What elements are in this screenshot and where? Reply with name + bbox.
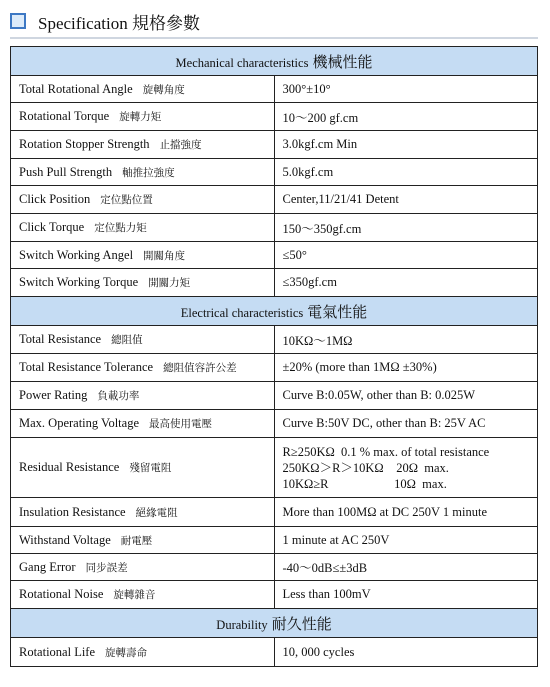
row-label: [11, 382, 275, 410]
row-value: ≤350gf.cm: [274, 269, 538, 297]
row-label: [11, 131, 275, 159]
label-zh: 負載功率: [97, 391, 140, 402]
section-title-en: Durability: [216, 617, 268, 632]
section-title-zh: 電氣性能: [307, 304, 368, 321]
label-en: Rotational Life: [19, 644, 96, 659]
label-zh: 開關力矩: [148, 278, 191, 289]
row-value: More than 100MΩ at DC 250V 1 minute: [274, 498, 538, 527]
spec-table: [10, 46, 538, 667]
section-title-en: Electrical characteristics: [180, 305, 304, 320]
row-label: [11, 581, 275, 609]
label-en: Total Resistance: [19, 332, 102, 346]
table-row: [11, 214, 538, 242]
table-row: [11, 581, 538, 609]
table-row: [11, 326, 538, 354]
row-label: [11, 159, 275, 186]
heading-title: [38, 9, 200, 34]
section-title: [11, 609, 538, 638]
table-row: [11, 131, 538, 159]
table-row: [11, 242, 538, 269]
section-title-en: Mechanical characteristics: [175, 55, 309, 70]
row-label: [11, 76, 275, 103]
heading-divider: [10, 37, 538, 39]
row-value-multiline: [274, 438, 538, 498]
row-value: Curve B:0.05W, other than B: 0.025W: [274, 382, 538, 410]
label-en: Power Rating: [19, 388, 88, 402]
label-zh: 總阻值容許公差: [163, 363, 237, 374]
label-zh: 定位點力矩: [94, 223, 147, 234]
table-row: [11, 527, 538, 554]
row-label: [11, 554, 275, 581]
row-value: Curve B:50V DC, other than B: 25V AC: [274, 410, 538, 438]
label-zh: 殘留電阻: [129, 463, 172, 474]
label-zh: 旋轉雜音: [113, 590, 156, 601]
row-label: [11, 638, 275, 667]
label-en: Push Pull Strength: [19, 164, 113, 179]
value-line: 250KΩ＞R＞10KΩ 20Ω max.: [282, 460, 449, 475]
spec-heading: [10, 8, 200, 34]
label-en: Switch Working Torque: [19, 275, 139, 289]
table-row: [11, 354, 538, 382]
label-zh: 軸推拉強度: [122, 167, 175, 179]
label-en: Rotational Torque: [19, 109, 110, 123]
section-header-durability: [11, 609, 538, 638]
row-value: 10KΩ～1MΩ: [274, 326, 538, 354]
table-row: [11, 638, 538, 667]
heading-square-icon: [10, 13, 26, 29]
section-title-zh: 耐久性能: [271, 616, 332, 633]
row-label: [11, 186, 275, 214]
row-value: 10～200 gf.cm: [274, 103, 538, 131]
label-zh: 開關角度: [143, 250, 186, 262]
row-label: [11, 326, 275, 354]
row-value: 10, 000 cycles: [274, 638, 538, 667]
table-row: [11, 498, 538, 527]
row-value: 300°±10°: [274, 76, 538, 103]
row-label: [11, 498, 275, 527]
row-value: ≤50°: [274, 242, 538, 269]
row-label: [11, 527, 275, 554]
table-row: [11, 186, 538, 214]
label-en: Total Resistance Tolerance: [19, 360, 154, 374]
section-header-electrical: [11, 297, 538, 326]
label-en: Rotational Noise: [19, 587, 104, 601]
label-en: Residual Resistance: [19, 460, 120, 474]
label-en: Click Torque: [19, 220, 85, 234]
row-value: -40～0dB≤±3dB: [274, 554, 538, 581]
label-zh: 止擋強度: [159, 140, 202, 151]
label-zh: 同步誤差: [85, 562, 128, 574]
label-en: Switch Working Angel: [19, 247, 134, 262]
table-row: [11, 382, 538, 410]
row-value: Center,11/21/41 Detent: [274, 186, 538, 214]
label-zh: 旋轉壽命: [105, 647, 148, 659]
row-value: 150～350gf.cm: [274, 214, 538, 242]
row-value: Less than 100mV: [274, 581, 538, 609]
table-row: [11, 76, 538, 103]
table-row: [11, 438, 538, 498]
label-en: Click Position: [19, 192, 91, 206]
label-en: Withstand Voltage: [19, 532, 111, 547]
label-zh: 總阻值: [111, 335, 143, 346]
label-zh: 旋轉力矩: [119, 112, 162, 123]
label-en: Rotation Stopper Strength: [19, 137, 150, 151]
row-value: 1 minute at AC 250V: [274, 527, 538, 554]
section-title-zh: 機械性能: [312, 54, 373, 71]
row-label: [11, 214, 275, 242]
label-zh: 定位點位置: [100, 195, 153, 206]
row-label: [11, 269, 275, 297]
table-row: [11, 554, 538, 581]
label-en: Total Rotational Angle: [19, 81, 133, 96]
table-row: [11, 269, 538, 297]
label-en: Max. Operating Voltage: [19, 416, 140, 430]
table-row: [11, 103, 538, 131]
label-en: Insulation Resistance: [19, 504, 126, 519]
table-row: [11, 410, 538, 438]
label-zh: 旋轉角度: [142, 84, 185, 96]
section-title: [11, 297, 538, 326]
section-title: [11, 47, 538, 76]
table-row: [11, 159, 538, 186]
label-zh: 絕緣電阻: [135, 507, 178, 519]
row-label: [11, 103, 275, 131]
heading-title-en: Specification: [38, 13, 128, 33]
heading-title-zh: 規格參數: [131, 13, 200, 33]
value-line: 10KΩ≥R 10Ω max.: [282, 476, 447, 491]
row-label: [11, 438, 275, 498]
row-value: ±20% (more than 1MΩ ±30%): [274, 354, 538, 382]
label-zh: 最高使用電壓: [149, 419, 213, 430]
value-line: R≥250KΩ 0.1 % max. of total resistance: [282, 444, 490, 459]
row-label: [11, 410, 275, 438]
section-header-mechanical: [11, 47, 538, 76]
label-en: Gang Error: [19, 559, 76, 574]
row-label: [11, 242, 275, 269]
row-label: [11, 354, 275, 382]
row-value: 3.0kgf.cm Min: [274, 131, 538, 159]
label-zh: 耐電壓: [120, 535, 153, 547]
row-value: 5.0kgf.cm: [274, 159, 538, 186]
